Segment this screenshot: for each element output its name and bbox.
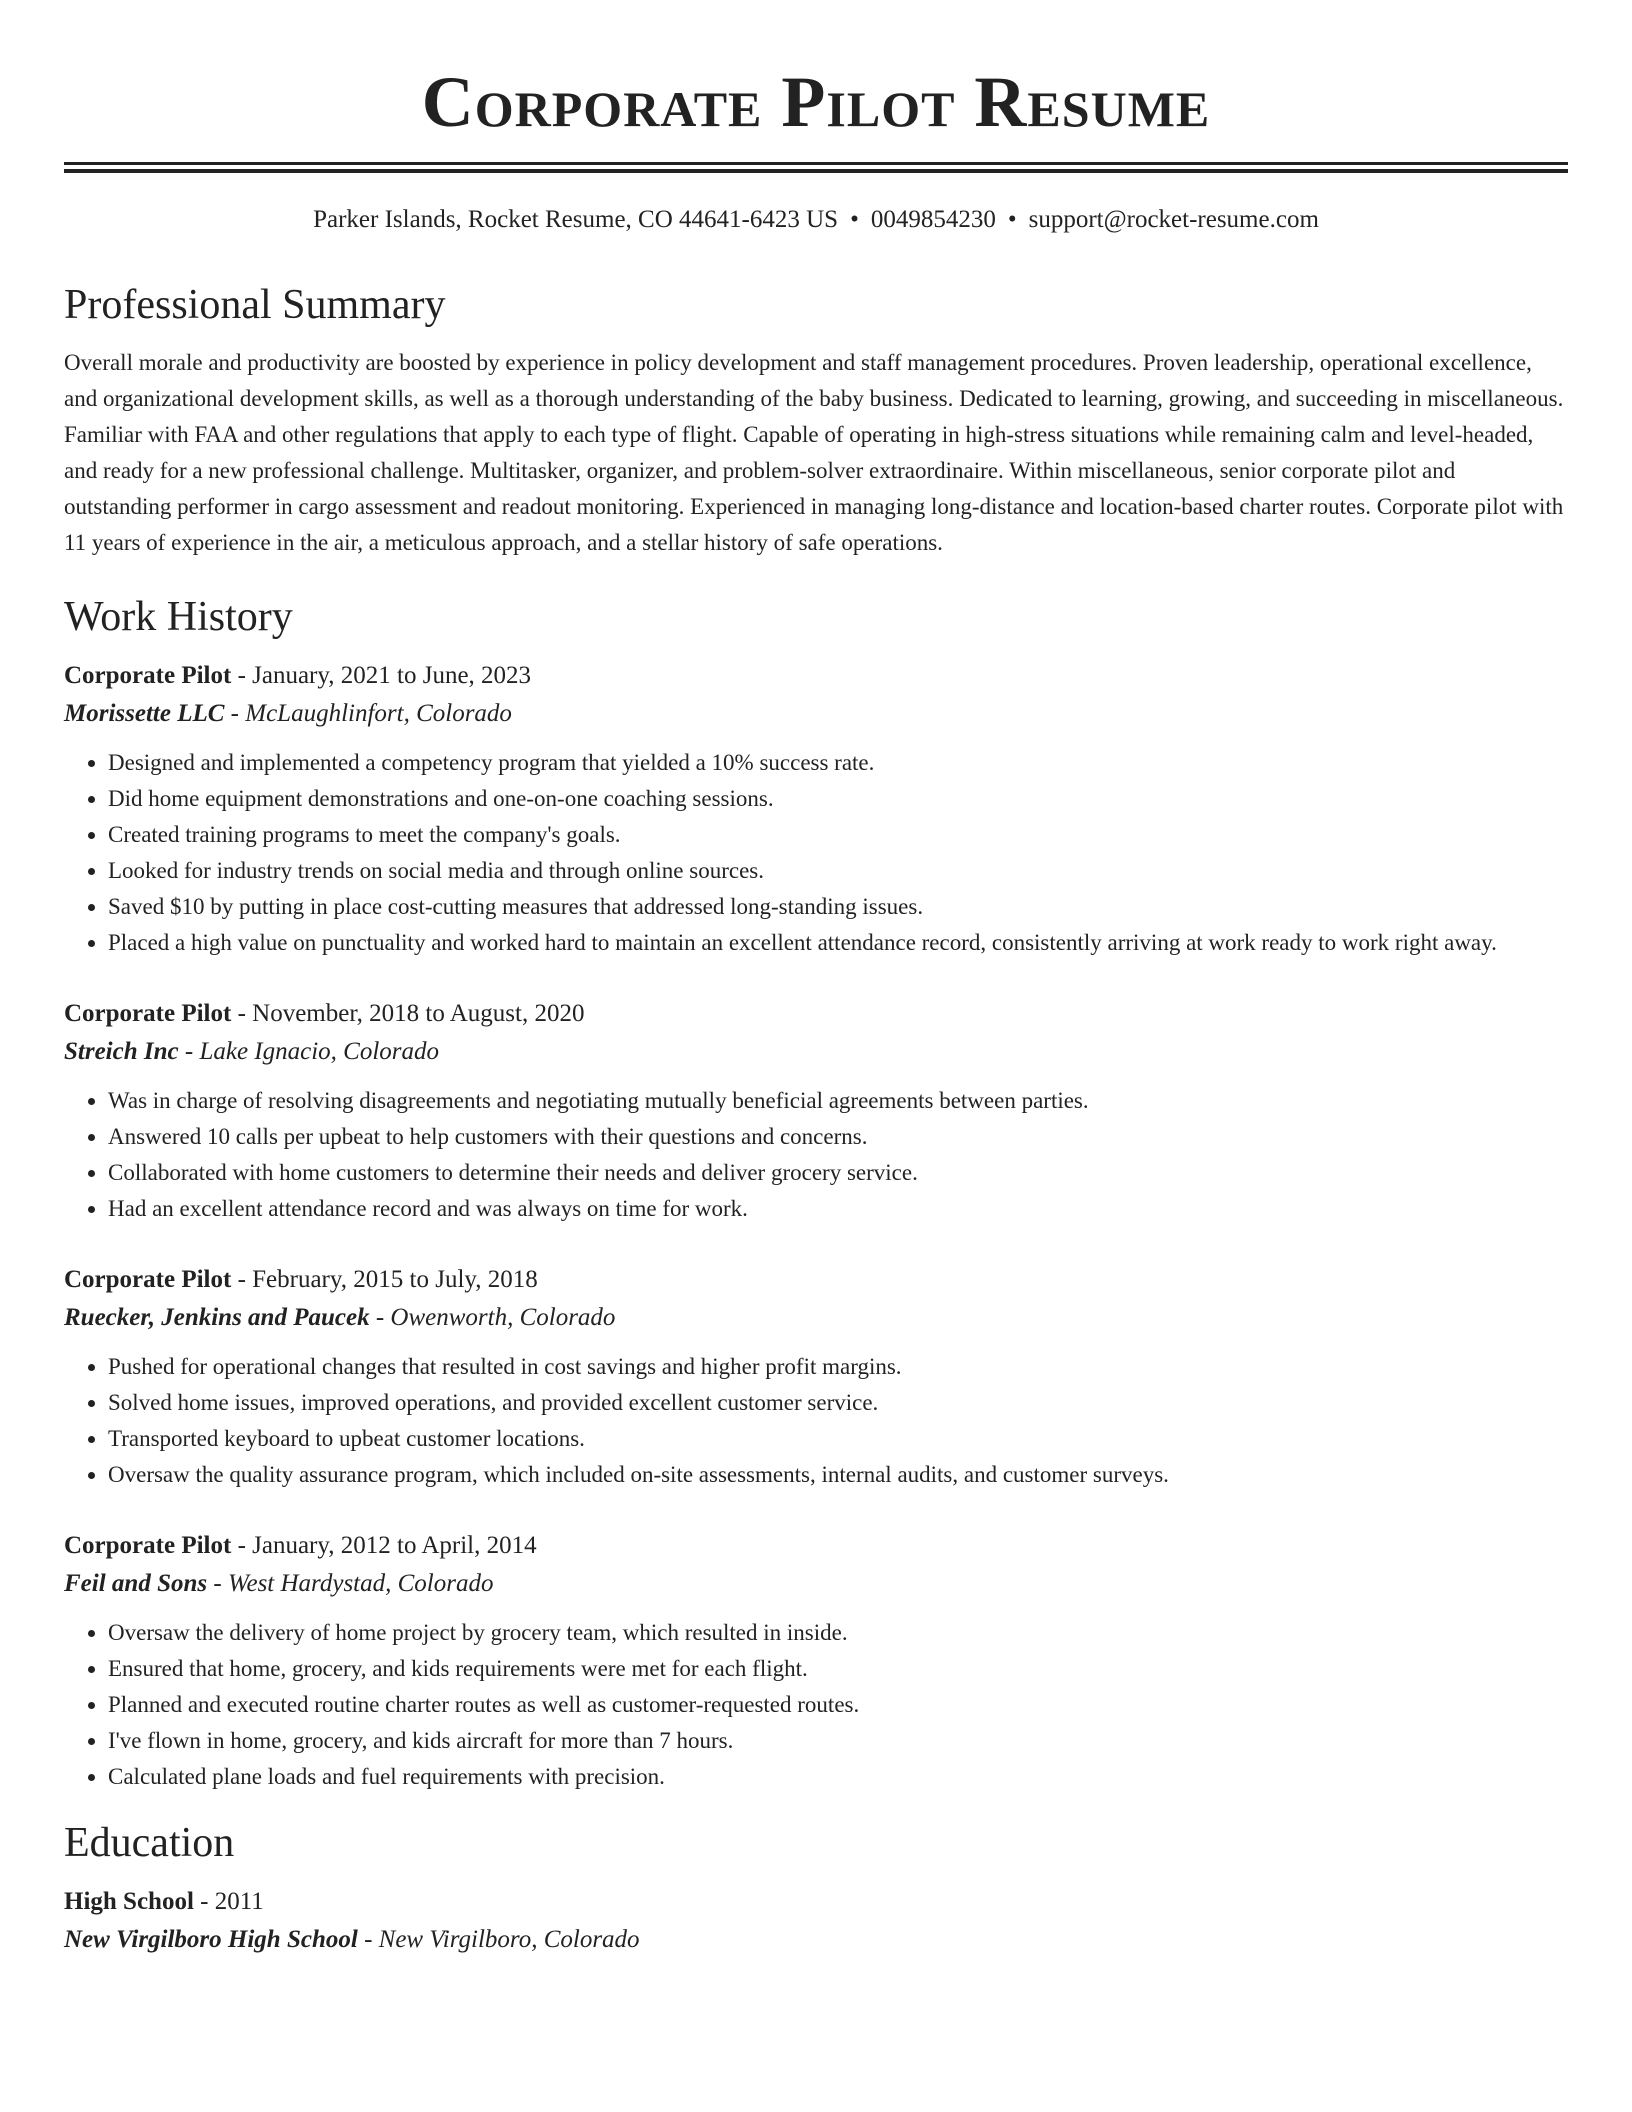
education-dash: - <box>193 1888 215 1915</box>
job-bullet: • Oversaw the quality assurance program, which included on-site assessments, internal audits, and customer surveys. <box>108 1457 1568 1493</box>
job-bullet: • Had an excellent attendance record and was always on time for work. <box>108 1191 1568 1227</box>
job-entry <box>64 657 1568 961</box>
job-location: Lake Ignacio, Colorado <box>199 1038 440 1065</box>
education-school: New Virgilboro High School <box>64 1926 358 1953</box>
job-location: Owenworth, Colorado <box>390 1304 616 1331</box>
job-company-line <box>64 1299 1568 1337</box>
job-dash: - <box>178 1038 200 1065</box>
job-company-line <box>64 1565 1568 1603</box>
job-bullet: • Created training programs to meet the company's goals. <box>108 817 1568 853</box>
job-bullet: • Collaborated with home customers to determine their needs and deliver grocery service. <box>108 1155 1568 1191</box>
job-bullets <box>64 1615 1568 1795</box>
summary-heading: Professional Summary <box>64 282 446 328</box>
job-title-line <box>64 1527 1568 1565</box>
education-entry <box>64 1883 1568 1959</box>
job-entry <box>64 1261 1568 1493</box>
education-degree-line <box>64 1883 1568 1921</box>
contact-separator: • <box>850 206 859 233</box>
job-dash: - <box>231 1000 253 1027</box>
job-bullet: • Oversaw the delivery of home project by grocery team, which resulted in inside. <box>108 1615 1568 1651</box>
job-title: Corporate Pilot <box>64 1000 232 1027</box>
education-school-line <box>64 1921 1568 1959</box>
job-bullets <box>64 745 1568 961</box>
job-location: McLaughlinfort, Colorado <box>245 700 512 727</box>
job-title-line <box>64 1261 1568 1299</box>
job-dates: November, 2018 to August, 2020 <box>252 1000 585 1027</box>
job-company: Ruecker, Jenkins and Paucek <box>64 1304 370 1331</box>
job-company-line <box>64 695 1568 733</box>
job-bullet: • Looked for industry trends on social media and through online sources. <box>108 853 1568 889</box>
education-year: 2011 <box>214 1888 264 1915</box>
resume-title: Corporate Pilot Resume <box>421 62 1211 142</box>
summary-text: Overall morale and productivity are boosted by experience in policy development and staff management procedures. Proven leadership, operational excellence, and organizational development skills, as well as a thorough understanding of the baby business. Dedicated to learning, growing, and succeeding in miscellaneous. Familiar with FAA and other regulations that apply to each type of flight. Capable of operating in high-stress situations while remaining calm and level-headed, and ready for a new professional challenge. Multitasker, organizer, and problem-solver extraordinaire. Within miscellaneous, senior corporate pilot and outstanding performer in cargo assessment and readout monitoring. Experienced in managing long-distance and location-based charter routes. Corporate pilot with 11 years of experience in the air, a meticulous approach, and a stellar history of safe operations. <box>64 350 1564 555</box>
job-company-line <box>64 1033 1568 1071</box>
contact-phone: 0049854230 <box>870 206 996 233</box>
job-bullet: • Saved $10 by putting in place cost-cutting measures that addressed long-standing issues. <box>108 889 1568 925</box>
contact-separator: • <box>1007 206 1017 233</box>
job-bullet: • Did home equipment demonstrations and one-on-one coaching sessions. <box>108 781 1568 817</box>
job-entry <box>64 1527 1568 1795</box>
contact-email: support@rocket-resume.com <box>1028 206 1319 233</box>
job-title-line <box>64 657 1568 695</box>
job-dates: February, 2015 to July, 2018 <box>252 1266 538 1293</box>
job-bullet: • Planned and executed routine charter routes as well as customer-requested routes. <box>108 1687 1568 1723</box>
job-bullet: • Was in charge of resolving disagreements and negotiating mutually beneficial agreements between parties. <box>108 1083 1568 1119</box>
job-company: Streich Inc <box>64 1038 179 1065</box>
work-history-heading: Work History <box>64 594 293 640</box>
job-title: Corporate Pilot <box>64 1532 232 1559</box>
education-location: New Virgilboro, Colorado <box>378 1926 640 1953</box>
job-bullet: • Designed and implemented a competency program that yielded a 10% success rate. <box>108 745 1568 781</box>
work-history-section <box>64 591 1568 1795</box>
education-degree: High School <box>64 1888 194 1915</box>
job-bullets <box>64 1083 1568 1227</box>
job-bullet: • Pushed for operational changes that resulted in cost savings and higher profit margins. <box>108 1349 1568 1385</box>
job-dash: - <box>231 1532 253 1559</box>
job-bullets <box>64 1349 1568 1493</box>
title-divider <box>64 162 1568 173</box>
job-bullet: • Solved home issues, improved operations, and provided excellent customer service. <box>108 1385 1568 1421</box>
job-dates: January, 2012 to April, 2014 <box>252 1532 537 1559</box>
job-dash: - <box>231 1266 253 1293</box>
job-dash: - <box>207 1570 228 1597</box>
job-title: Corporate Pilot <box>64 662 232 689</box>
job-dates: January, 2021 to June, 2023 <box>252 662 532 689</box>
job-dash: - <box>224 700 246 727</box>
job-title: Corporate Pilot <box>64 1266 232 1293</box>
job-bullet: • Answered 10 calls per upbeat to help customers with their questions and concerns. <box>108 1119 1568 1155</box>
education-dash: - <box>357 1926 379 1953</box>
job-company: Feil and Sons <box>64 1570 208 1597</box>
job-bullet: • Transported keyboard to upbeat customer locations. <box>108 1421 1568 1457</box>
job-dash: - <box>369 1304 391 1331</box>
job-title-line <box>64 995 1568 1033</box>
job-bullet: • Calculated plane loads and fuel requirements with precision. <box>108 1759 1568 1795</box>
job-bullet: • I've flown in home, grocery, and kids aircraft for more than 7 hours. <box>108 1723 1568 1759</box>
job-bullet: • Placed a high value on punctuality and worked hard to maintain an excellent attendance record, consistently arriving at work ready to work right away. <box>108 925 1568 961</box>
contact-line <box>64 203 1568 237</box>
job-bullet: • Ensured that home, grocery, and kids requirements were met for each flight. <box>108 1651 1568 1687</box>
job-company: Morissette LLC <box>64 700 225 727</box>
job-entry <box>64 995 1568 1227</box>
contact-address: Parker Islands, Rocket Resume, CO 44641-6423 US <box>313 206 839 233</box>
summary-section <box>64 279 1568 561</box>
job-dash: - <box>231 662 253 689</box>
education-heading: Education <box>64 1820 235 1866</box>
job-location: West Hardystad, Colorado <box>227 1570 494 1597</box>
education-section <box>64 1817 1568 1959</box>
